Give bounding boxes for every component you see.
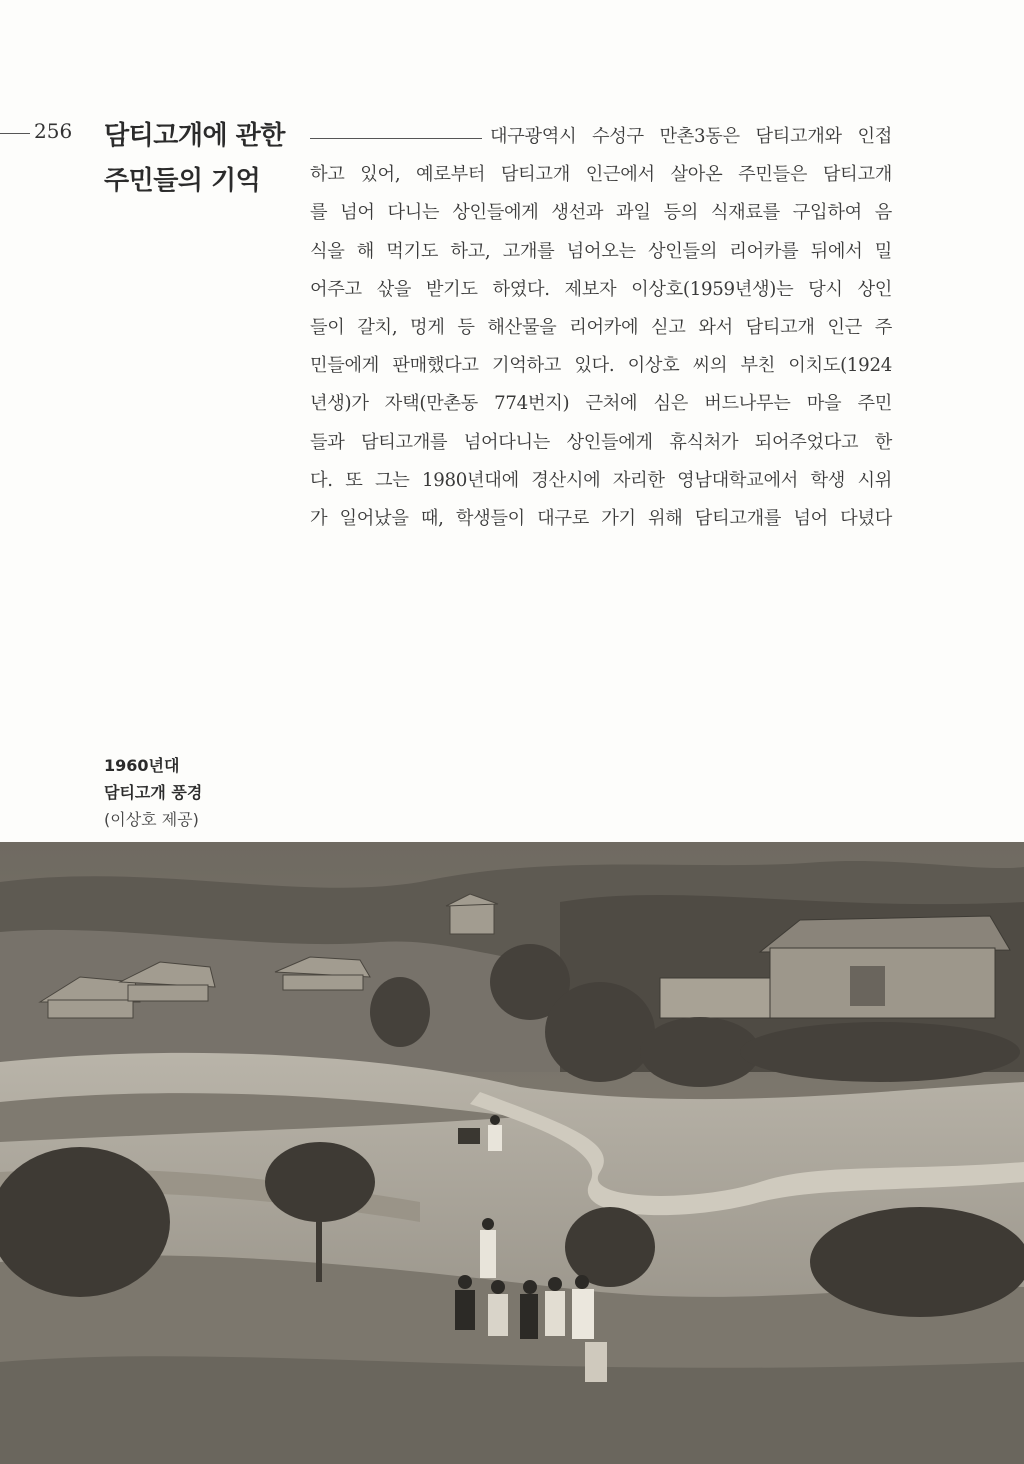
section-heading: [104, 114, 304, 204]
body-line: 들과 담티고개를 넘어다니는 상인들에게 휴식처가 되어주었다고 한: [310, 431, 892, 453]
body-line: 다. 또 그는 1980년대에 경산시에 자리한 영남대학교에서 학생 시위: [310, 469, 892, 491]
photo-caption: [104, 752, 202, 833]
body-line: 식을 해 먹기도 하고, 고개를 넘어오는 상인들의 리어카를 뒤에서 밀: [310, 240, 892, 262]
page-number: 256: [34, 119, 73, 143]
caption-credit: (이상호 제공): [104, 810, 199, 829]
body-line: 어주고 삯을 받기도 하였다. 제보자 이상호(1959년생)는 당시 상인: [310, 278, 892, 300]
section-heading-line-2: 주민들의 기억: [104, 166, 261, 196]
caption-title: 담티고개 풍경: [104, 783, 203, 802]
page-number-rule: [0, 133, 30, 134]
body-line: 하고 있어, 예로부터 담티고개 인근에서 살아온 주민들은 담티고개: [310, 164, 892, 186]
landscape-photo-icon: [0, 842, 1024, 1464]
body-paragraph: [310, 118, 892, 538]
body-line: 대구광역시 수성구 만촌3동은 담티고개와 인접: [490, 126, 892, 147]
caption-era: 1960년대: [104, 756, 180, 775]
body-line: 가 일어났을 때, 학생들이 대구로 가기 위해 담티고개를 넘어 다녔다: [310, 507, 892, 529]
landscape-photo: [0, 842, 1024, 1464]
section-heading-line-1: 담티고개에 관한: [104, 121, 285, 151]
body-line: 를 넘어 다니는 상인들에게 생선과 과일 등의 식재료를 구입하여 음: [310, 202, 892, 224]
body-line: 년생)가 자택(만촌동 774번지) 근처에 심은 버드나무는 마을 주민: [310, 393, 892, 415]
body-line: 들이 갈치, 멍게 등 해산물을 리어카에 싣고 와서 담티고개 인근 주: [310, 316, 892, 338]
body-line: 민들에게 판매했다고 기억하고 있다. 이상호 씨의 부친 이치도(1924: [310, 355, 892, 377]
